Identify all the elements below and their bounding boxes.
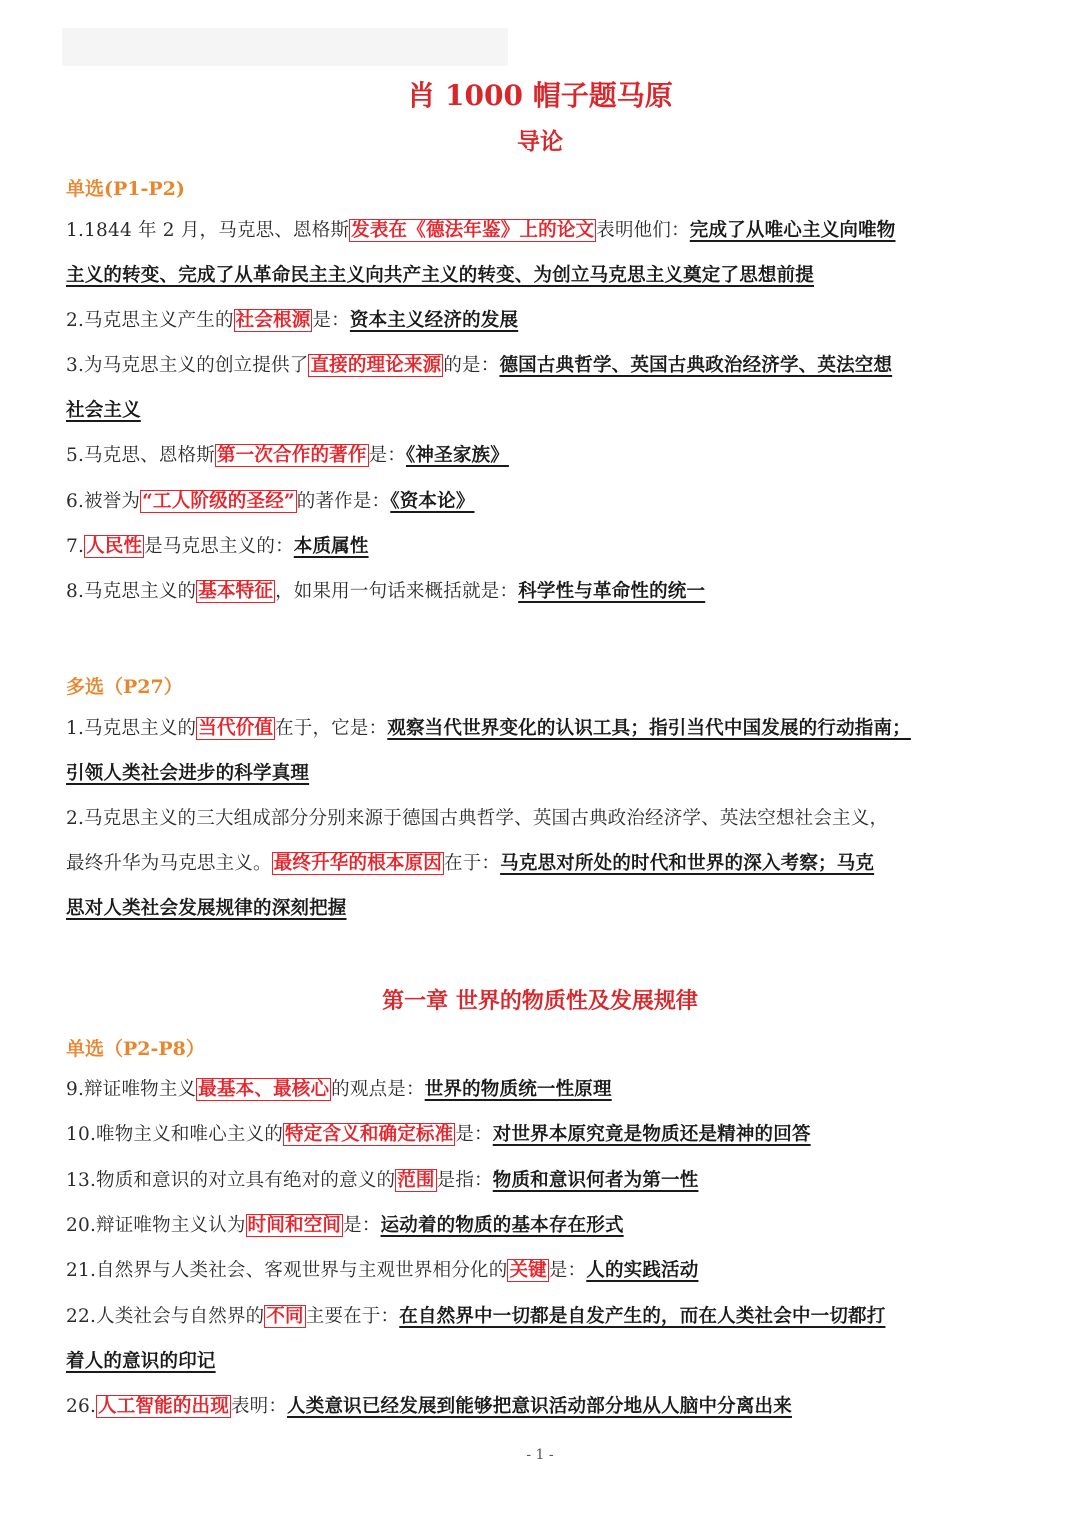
answer-text: 完成了从唯心主义向唯物 xyxy=(689,220,896,241)
blurred-header xyxy=(62,28,508,66)
question-a5 xyxy=(66,442,1016,470)
highlight-keyword: 不同 xyxy=(266,1306,304,1327)
highlight-keyword: 当代价值 xyxy=(198,718,274,739)
highlight-keyword: 范围 xyxy=(397,1170,435,1191)
question-a6 xyxy=(66,488,1016,516)
question-a3 xyxy=(66,352,1016,380)
chapter-title: 第一章 世界的物质性及发展规律 xyxy=(382,988,698,1014)
question-c13 xyxy=(66,1167,1016,1195)
question-text: 在于，它是： xyxy=(275,718,388,739)
answer-text: 《神圣家族》 xyxy=(405,445,509,466)
highlight-keyword: 人工智能的出现 xyxy=(98,1396,229,1417)
question-c21 xyxy=(66,1257,1016,1285)
question-text: 21.自然界与人类社会、客观世界与主观世界相分化的 xyxy=(66,1260,508,1281)
answer-text: 世界的物质统一性原理 xyxy=(424,1079,612,1100)
question-text: 是马克思主义的： xyxy=(144,536,294,557)
answer-text: 本质属性 xyxy=(293,536,369,557)
highlight-keyword: 直接的理论来源 xyxy=(310,355,442,376)
question-text: ，如果用一句话来概括就是： xyxy=(275,581,519,602)
highlight-keyword: 最基本、最核心 xyxy=(198,1079,330,1100)
question-text: 最终升华为马克思主义。 xyxy=(66,853,272,874)
question-c22 xyxy=(66,1303,1016,1331)
highlight-keyword: 发表在《德法年鉴》上的论文 xyxy=(351,220,595,241)
answer-text: 运动着的物质的基本存在形式 xyxy=(380,1215,624,1236)
answer-text: 观察当代世界变化的认识工具；指引当代中国发展的行动指南； xyxy=(387,718,911,739)
highlight-keyword: 时间和空间 xyxy=(247,1215,342,1236)
question-a3-cont xyxy=(66,397,1016,425)
question-c26 xyxy=(66,1393,1016,1421)
question-text: 3.为马克思主义的创立提供了 xyxy=(66,355,309,376)
question-text: 的观点是： xyxy=(331,1079,425,1100)
page-title: 肖 1000 帽子题马原 xyxy=(407,79,673,112)
question-text: 表明： xyxy=(230,1396,288,1417)
answer-text: 科学性与革命性的统一 xyxy=(518,581,706,602)
highlight-keyword: “工人阶级的圣经” xyxy=(142,491,295,512)
question-m2-line2 xyxy=(66,850,1016,878)
question-text: 是： xyxy=(548,1260,587,1281)
question-text: 的著作是： xyxy=(296,491,391,512)
highlight-keyword: 基本特征 xyxy=(198,581,274,602)
highlight-keyword: 关键 xyxy=(509,1260,547,1281)
question-text: 9.辩证唯物主义 xyxy=(66,1079,197,1100)
intro-title: 导论 xyxy=(517,128,563,155)
question-text: 2.马克思主义的三大组成部分分别来源于德国古典哲学、英国古典政治经济学、英法空想社会主义， xyxy=(66,808,889,829)
answer-text: 人的实践活动 xyxy=(586,1260,699,1281)
page-number: - 1 - xyxy=(526,1447,554,1463)
section-heading-multi-choice: 多选（P27） xyxy=(66,676,183,698)
question-text: 10.唯物主义和唯心主义的 xyxy=(66,1124,284,1145)
question-text: 是： xyxy=(368,445,406,466)
highlight-keyword: 第一次合作的著作 xyxy=(216,445,367,466)
answer-text: 主义的转变、完成了从革命民主主义向共产主义的转变、为创立马克思主义奠定了思想前提 xyxy=(66,265,815,286)
highlight-keyword: 最终升华的根本原因 xyxy=(273,853,443,874)
question-a7 xyxy=(66,533,1016,561)
answer-text: 德国古典哲学、英国古典政治经济学、英法空想 xyxy=(499,355,893,376)
answer-text: 着人的意识的印记 xyxy=(66,1351,216,1372)
question-c10 xyxy=(66,1121,1016,1149)
question-m2-cont xyxy=(66,895,1016,923)
answer-text: 在自然界中一切都是自发产生的，而在人类社会中一切都打 xyxy=(399,1306,886,1327)
question-a2 xyxy=(66,307,1016,335)
answer-text: 马克思对所处的时代和世界的深入考察；马克 xyxy=(500,853,875,874)
question-text: 是指： xyxy=(436,1170,493,1191)
answer-text: 物质和意识何者为第一性 xyxy=(492,1170,699,1191)
question-text: 在于： xyxy=(444,853,501,874)
question-text: 是： xyxy=(312,310,350,331)
question-text: 6.被誉为 xyxy=(66,491,141,512)
question-text: 5.马克思、恩格斯 xyxy=(66,445,215,466)
question-c9 xyxy=(66,1076,1016,1104)
question-text: 13.物质和意识的对立具有绝对的意义的 xyxy=(66,1170,396,1191)
highlight-keyword: 人民性 xyxy=(86,536,143,557)
question-a8 xyxy=(66,578,1016,606)
question-text: 主要在于： xyxy=(305,1306,400,1327)
highlight-keyword: 特定含义和确定标准 xyxy=(285,1124,454,1145)
question-text: 表明他们： xyxy=(596,220,690,241)
question-text: 7. xyxy=(66,536,85,557)
section-heading-single-choice: 单选(P1-P2) xyxy=(66,178,185,200)
answer-text: 人类意识已经发展到能够把意识活动部分地从人脑中分离出来 xyxy=(287,1396,792,1417)
highlight-keyword: 社会根源 xyxy=(235,310,311,331)
question-a1 xyxy=(66,217,1016,245)
question-m1 xyxy=(66,715,1016,743)
question-c22-cont xyxy=(66,1348,1016,1376)
question-text: 8.马克思主义的 xyxy=(66,581,197,602)
question-text: 2.马克思主义产生的 xyxy=(66,310,234,331)
answer-text: 资本主义经济的发展 xyxy=(349,310,519,331)
question-a1-cont xyxy=(66,262,1016,290)
question-text: 20.辩证唯物主义认为 xyxy=(66,1215,246,1236)
question-m1-cont xyxy=(66,760,1016,788)
question-text: 是： xyxy=(455,1124,493,1145)
answer-text: 社会主义 xyxy=(66,400,141,421)
answer-text: 《资本论》 xyxy=(390,491,475,512)
question-c20 xyxy=(66,1212,1016,1240)
answer-text: 引领人类社会进步的科学真理 xyxy=(66,763,310,784)
section-heading-chapter1-single: 单选（P2-P8） xyxy=(66,1038,205,1060)
question-text: 1.马克思主义的 xyxy=(66,718,197,739)
answer-text: 思对人类社会发展规律的深刻把握 xyxy=(66,898,347,919)
question-text: 1.1844 年 2 月，马克思、恩格斯 xyxy=(66,220,350,241)
question-text: 是： xyxy=(343,1215,381,1236)
question-text: 的是： xyxy=(443,355,500,376)
question-text: 26. xyxy=(66,1396,97,1417)
answer-text: 对世界本原究竟是物质还是精神的回答 xyxy=(492,1124,811,1145)
question-m2 xyxy=(66,805,1016,833)
question-text: 22.人类社会与自然界的 xyxy=(66,1306,265,1327)
